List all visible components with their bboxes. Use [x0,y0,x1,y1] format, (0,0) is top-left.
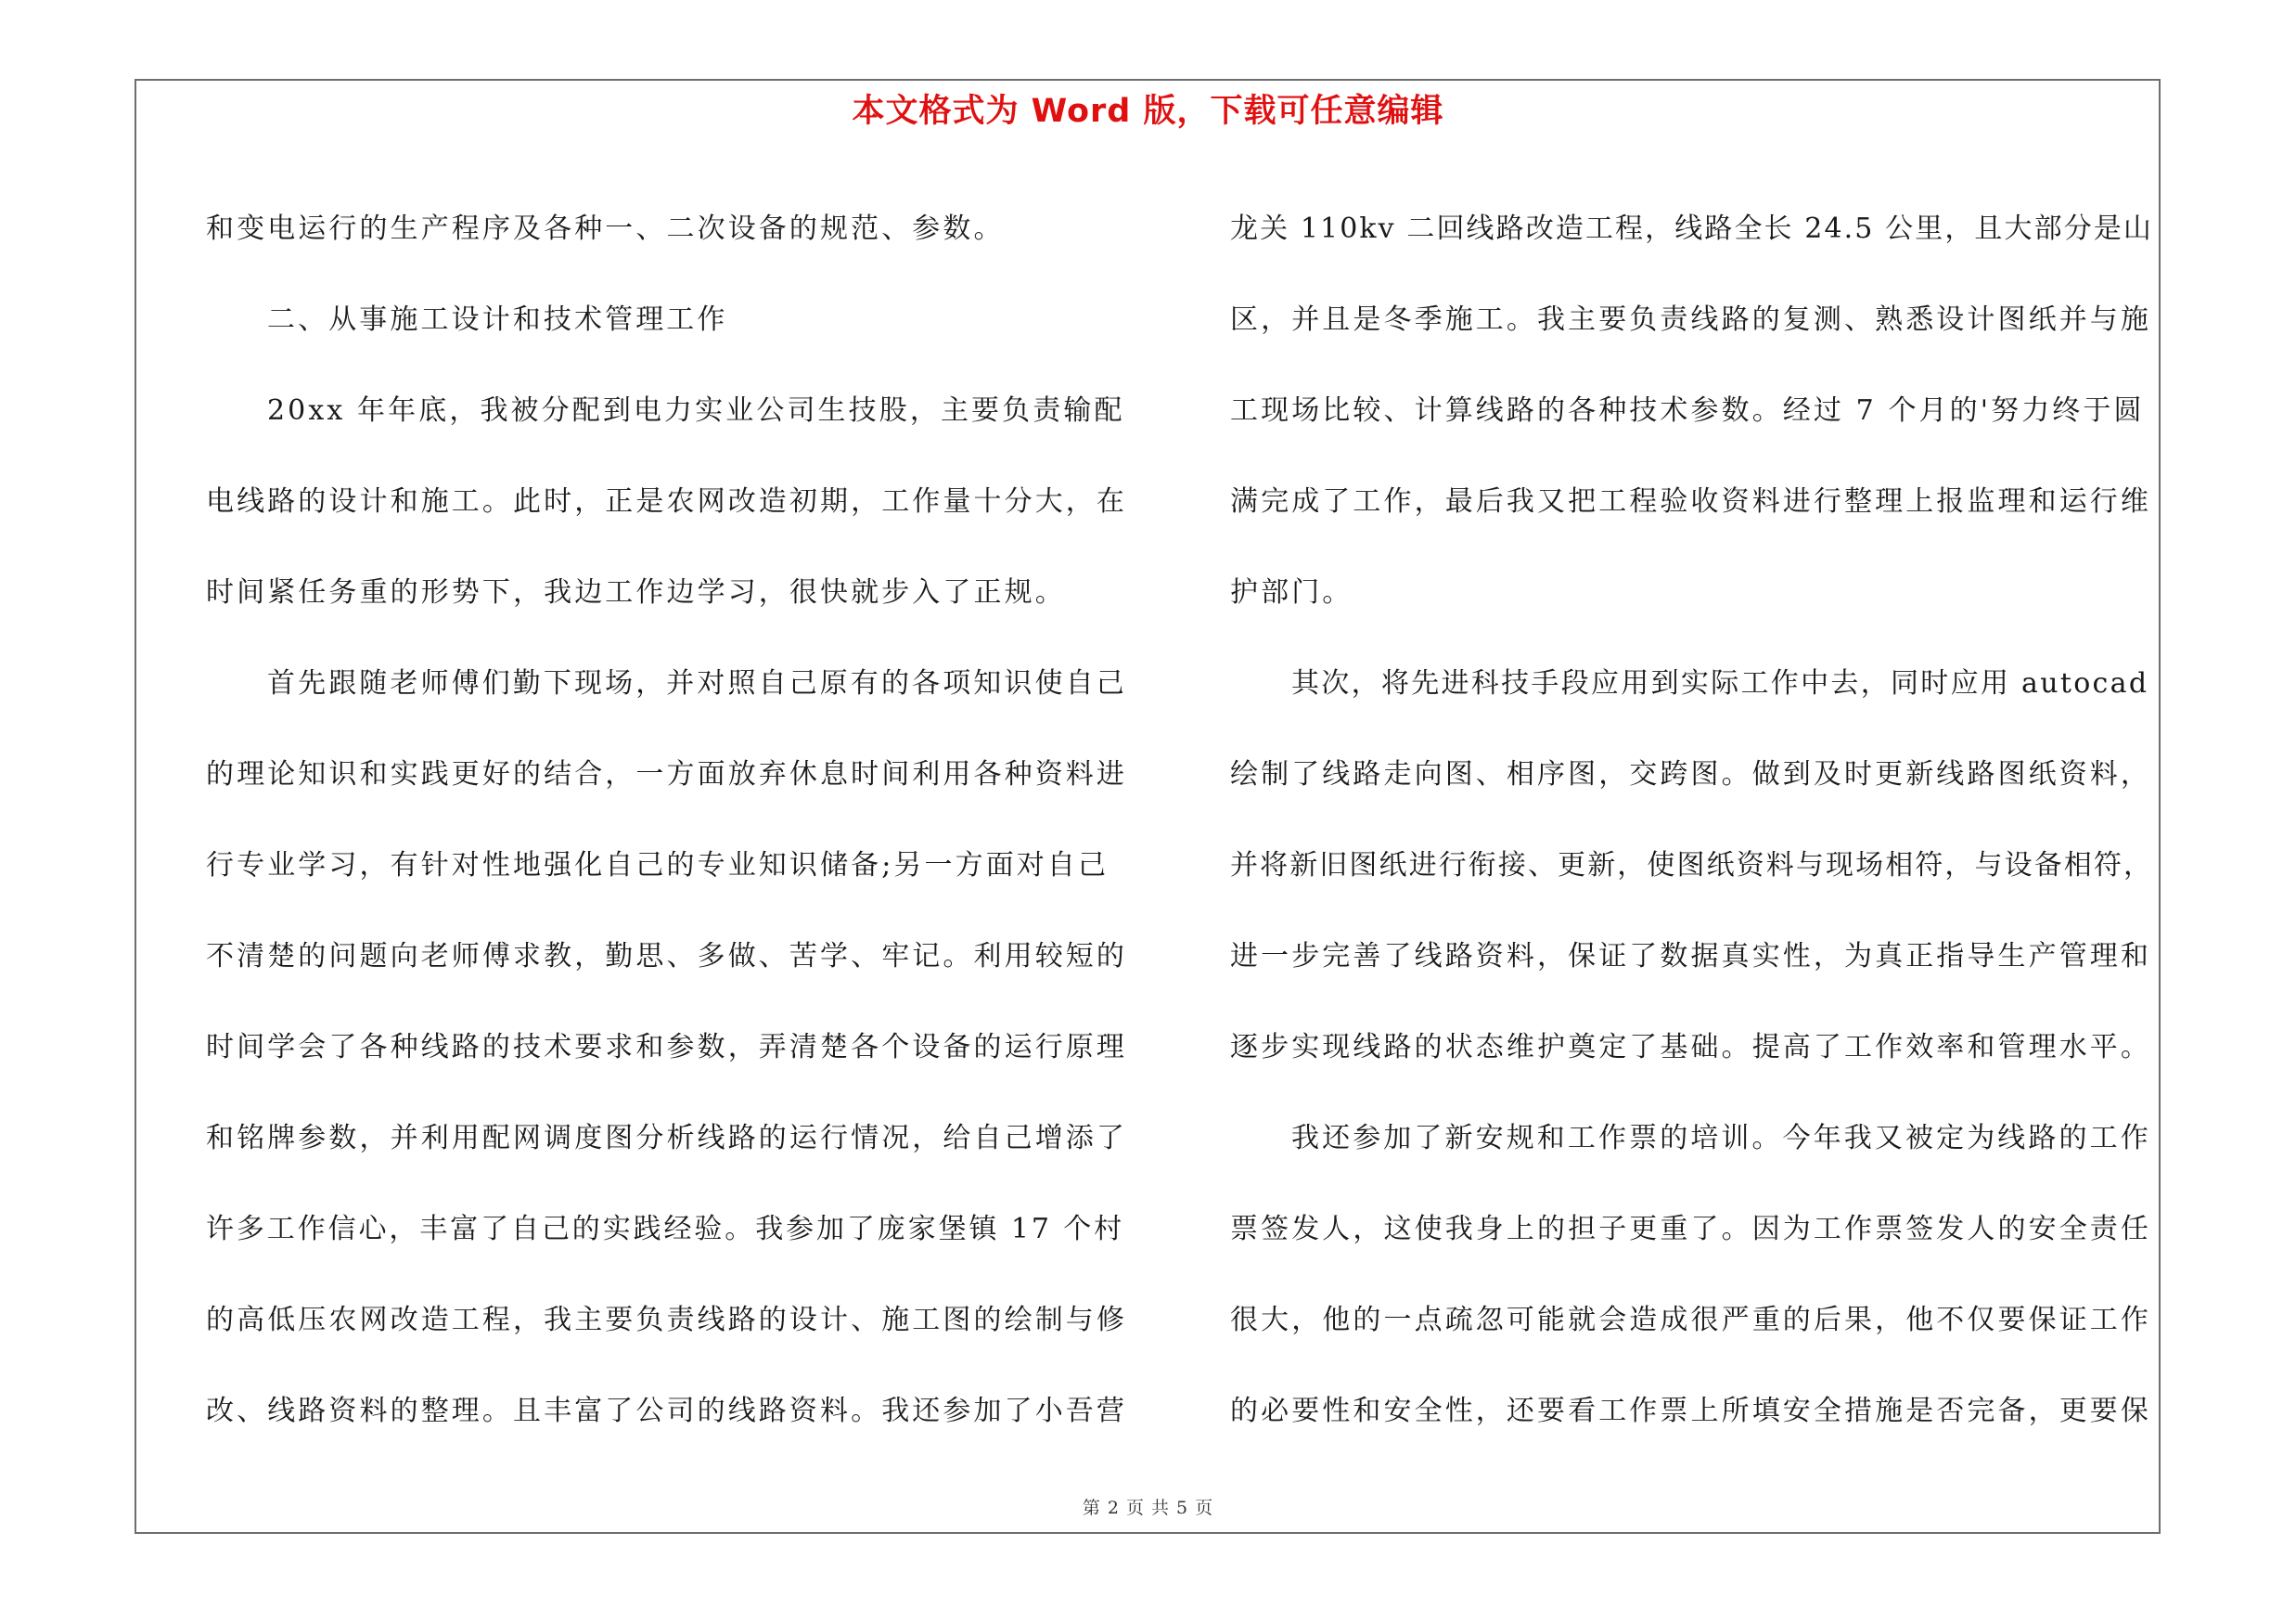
text-line: 票签发人，这使我身上的担子更重了。因为工作票签发人的安全责任 [1230,1213,2151,1245]
text-line: 和变电运行的生产程序及各种一、二次设备的规范、参数。 [206,213,1005,245]
text-line: 工现场比较、计算线路的各种技术参数。经过 7 个月的'努力终于圆 [1230,394,2145,427]
text-line: 其次，将先进科技手段应用到实际工作中去，同时应用 autocad [1291,667,2149,700]
text-line: 改、线路资料的整理。且丰富了公司的线路资料。我还参加了小吾营 [206,1395,1127,1427]
text-line: 的高低压农网改造工程，我主要负责线路的设计、施工图的绘制与修 [206,1304,1127,1336]
text-line: 首先跟随老师傅们勤下现场，并对照自己原有的各项知识使自己 [267,667,1127,700]
text-line: 逐步实现线路的状态维护奠定了基础。提高了工作效率和管理水平。 [1230,1031,2151,1063]
word-format-banner: 本文格式为 Word 版，下载可任意编辑 [852,93,1444,130]
text-line: 20xx 年年底，我被分配到电力实业公司生技股，主要负责输配 [267,394,1125,427]
text-line: 区，并且是冬季施工。我主要负责线路的复测、熟悉设计图纸并与施 [1230,303,2151,336]
text-line: 并将新旧图纸进行衔接、更新，使图纸资料与现场相符，与设备相符， [1230,849,2154,882]
text-line: 我还参加了新安规和工作票的培训。今年我又被定为线路的工作 [1291,1122,2151,1154]
text-line: 和铭牌参数，并利用配网调度图分析线路的运行情况，给自己增添了 [206,1122,1127,1154]
text-line: 行专业学习，有针对性地强化自己的专业知识储备;另一方面对自己 [206,849,1110,882]
text-line: 许多工作信心，丰富了自己的实践经验。我参加了庞家堡镇 17 个村 [206,1213,1125,1245]
text-line: 的理论知识和实践更好的结合，一方面放弃休息时间利用各种资料进 [206,758,1127,791]
text-line: 很大，他的一点疏忽可能就会造成很严重的后果，他不仅要保证工作 [1230,1304,2151,1336]
text-line: 不清楚的问题向老师傅求教，勤思、多做、苦学、牢记。利用较短的 [206,940,1127,973]
section-heading: 二、从事施工设计和技术管理工作 [267,303,728,336]
text-line: 满完成了工作，最后我又把工程验收资料进行整理上报监理和运行维 [1230,485,2151,518]
text-line: 的必要性和安全性，还要看工作票上所填安全措施是否完备，更要保 [1230,1395,2151,1427]
text-line: 进一步完善了线路资料，保证了数据真实性，为真正指导生产管理和 [1230,940,2151,973]
text-line: 时间学会了各种线路的技术要求和参数，弄清楚各个设备的运行原理 [206,1031,1127,1063]
left-text-column [206,184,1129,1457]
text-line: 龙关 110kv 二回线路改造工程，线路全长 24.5 公里，且大部分是山 [1230,213,2154,245]
text-line: 电线路的设计和施工。此时，正是农网改造初期，工作量十分大，在 [206,485,1127,518]
text-line: 绘制了线路走向图、相序图，交跨图。做到及时更新线路图纸资料， [1230,758,2151,791]
text-line: 护部门。 [1230,576,1353,609]
right-text-column [1230,184,2153,1457]
text-line: 时间紧任务重的形势下，我边工作边学习，很快就步入了正规。 [206,576,1066,609]
page-number: 第 2 页 共 5 页 [1082,1498,1214,1518]
